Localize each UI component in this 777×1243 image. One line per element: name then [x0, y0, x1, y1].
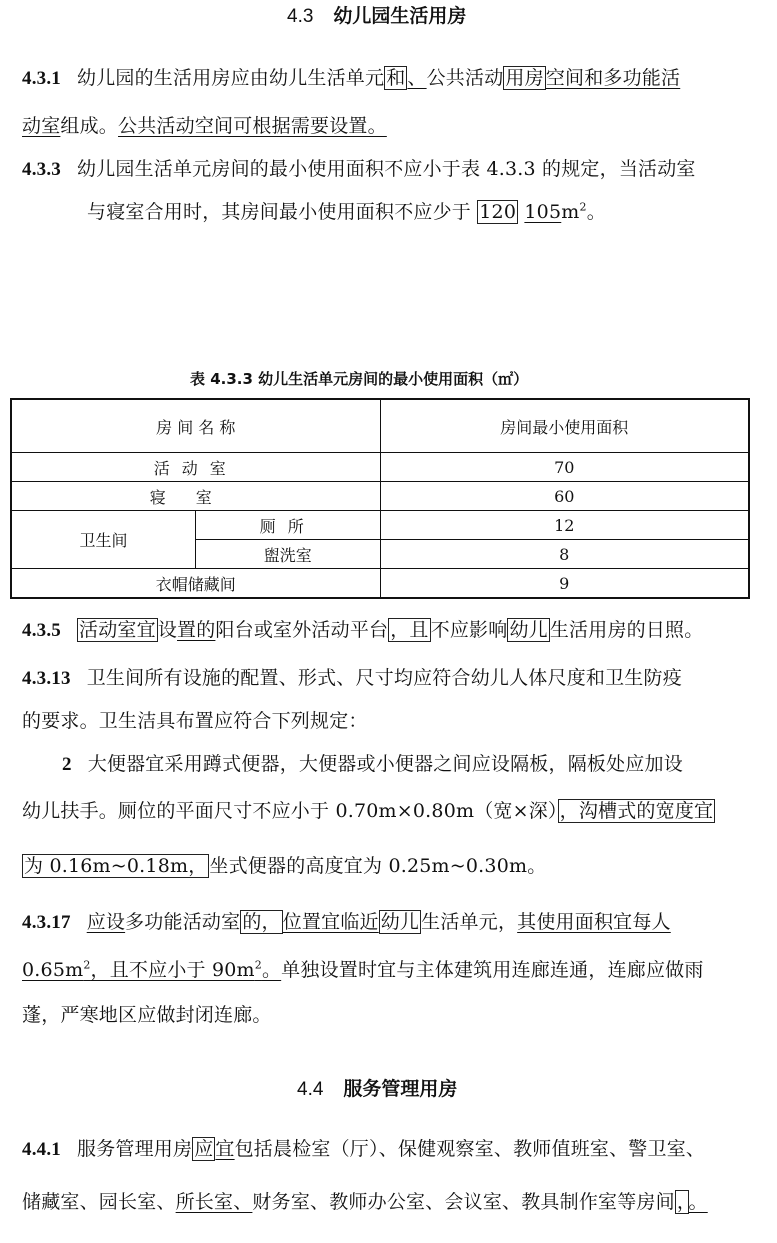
boxed-deletion: ，沟槽式的宽度宜: [559, 800, 714, 822]
underlined-insertion: 、: [407, 67, 427, 89]
clause-text: 阳台或室外活动平台: [215, 619, 389, 641]
boxed-deletion: 应: [194, 1138, 214, 1160]
clause-4-3-1-line2: [22, 112, 387, 140]
clause-4-3-5: [22, 616, 703, 645]
underlined-insertion: 105: [524, 201, 562, 223]
clause-text: 财务室、教师办公室、会议室、教具制作室等房间: [252, 1191, 675, 1213]
underlined-insertion: 其使用面积宜每人: [517, 911, 671, 933]
table-row: [11, 511, 749, 540]
clause-text: 不应影响: [430, 619, 508, 641]
item-text: 坐式便器的高度宜为 0.25m~0.30m。: [209, 855, 547, 877]
area-value: 0.65m: [22, 959, 84, 981]
item-2-line3: [22, 852, 546, 880]
clause-text: 卫生间所有设施的配置、形式、尺寸均应符合幼儿人体尺度和卫生防疫: [86, 667, 682, 689]
row-name: 衣帽储藏间: [11, 569, 380, 599]
clause-text: 生活单元，: [421, 911, 518, 933]
clause-4-4-1-line1: [22, 1135, 705, 1164]
boxed-deletion: 120: [479, 201, 517, 223]
unit-superscript: 2: [83, 958, 91, 972]
row-name: 厕所: [196, 511, 381, 540]
header-room-name: 房 间 名 称: [11, 399, 380, 453]
clause-number: 4.4.1: [22, 1139, 61, 1160]
clause-text: 单独设置时宜与主体建筑用连廊连通，连廊应做雨: [281, 959, 704, 981]
boxed-deletion: 和: [386, 67, 406, 89]
table-row: [11, 453, 749, 482]
underlined-insertion: 宜: [215, 1138, 235, 1160]
clause-number: 4.3.5: [22, 620, 61, 641]
item-number: 2: [62, 754, 72, 775]
boxed-deletion: 幼儿: [509, 619, 548, 641]
underlined-insertion: 空间和多功能活: [545, 67, 681, 89]
clause-text: 多功能活动室: [125, 911, 241, 933]
clause-text: 公共活动: [426, 67, 504, 89]
clause-4-3-17-line3: [22, 1001, 272, 1029]
boxed-deletion: 用房: [505, 67, 544, 89]
row-group-name: 卫生间: [11, 511, 196, 569]
unit-superscript: 2: [579, 200, 587, 214]
item-2-line2: [22, 797, 715, 825]
limit-text: ，且不应小于 90m: [90, 959, 255, 981]
row-name: 寝室: [11, 482, 380, 511]
clause-text: 生活用房的日照。: [549, 619, 704, 641]
row-value: 8: [380, 540, 749, 569]
underlined-insertion: 公共活动空间可根据需要设置。: [118, 115, 387, 137]
table-row: [11, 569, 749, 599]
clause-text: 的要求。卫生洁具布置应符合下列规定：: [22, 710, 368, 732]
clause-text: 储藏室、园长室、: [22, 1191, 176, 1213]
clause-text: 设: [157, 619, 178, 641]
clause-number: 4.3.1: [22, 68, 61, 89]
clause-text: 。: [586, 201, 606, 223]
row-value: 9: [380, 569, 749, 599]
clause-4-4-1-line2: [22, 1188, 708, 1216]
clause-text: 服务管理用房: [77, 1138, 193, 1160]
clause-4-3-3-line2: [87, 198, 606, 226]
unit-superscript: 2: [254, 958, 262, 972]
section-number: 4.3: [287, 6, 314, 27]
clause-text: 幼儿园生活单元房间的最小使用面积不应小于表 4.3.3 的规定，当活动室: [77, 158, 696, 180]
clause-4-3-17-line1: [22, 908, 671, 937]
clause-4-3-3-line1: [22, 155, 696, 184]
item-text: 大便器宜采用蹲式便器，大便器或小便器之间应设隔板，隔板处应加设: [87, 753, 683, 775]
underlined-insertion: 应设: [86, 911, 126, 933]
item-2-line1: [62, 750, 683, 779]
row-name: 活动室: [11, 453, 380, 482]
unit: m: [561, 201, 580, 223]
underlined-insertion: [22, 959, 281, 981]
boxed-deletion: ，且: [390, 619, 429, 641]
clause-number: 4.3.13: [22, 668, 71, 689]
period: 。: [261, 959, 282, 981]
header-min-area: 房间最小使用面积: [380, 399, 749, 453]
clause-number: 4.3.17: [22, 912, 71, 933]
clause-4-3-17-line2: [22, 956, 704, 984]
row-value: 12: [380, 511, 749, 540]
clause-text: 包括晨检室（厅）、保健观察室、教师值班室、警卫室、: [234, 1138, 706, 1160]
boxed-deletion: 幼儿: [380, 911, 420, 933]
clause-4-3-1-line1: [22, 64, 680, 93]
underlined-insertion: 动室: [22, 115, 61, 137]
boxed-deletion: 为 0.16m~0.18m，: [24, 855, 208, 877]
clause-text: 组成。: [60, 115, 119, 137]
row-value: 60: [380, 482, 749, 511]
clause-4-3-13-line2: [22, 707, 368, 735]
underlined-insertion: 置的: [177, 619, 216, 641]
clause-text: 幼儿园的生活用房应由幼儿生活单元: [77, 67, 385, 89]
boxed-deletion: ，: [676, 1191, 687, 1213]
clause-text: 蓬，严寒地区应做封闭连廊。: [22, 1004, 272, 1026]
row-name: 盥洗室: [196, 540, 381, 569]
boxed-deletion: 的，: [242, 911, 281, 933]
table-header-row: [11, 399, 749, 453]
section-heading-4-4: [297, 1075, 457, 1104]
section-title: 服务管理用房: [343, 1078, 458, 1100]
table-row: [11, 482, 749, 511]
row-value: 70: [380, 453, 749, 482]
section-number: 4.4: [297, 1079, 324, 1100]
clause-4-3-13-line1: [22, 664, 682, 693]
clause-text: 与寝室合用时，其房间最小使用面积不应少于: [87, 201, 472, 223]
underlined-insertion: 所长室、: [175, 1191, 253, 1213]
section-title: 幼儿园生活用房: [333, 5, 467, 27]
clause-number: 4.3.3: [22, 159, 61, 180]
section-heading-4-3: [287, 2, 466, 31]
min-area-table: [10, 398, 750, 599]
boxed-deletion: 活动室宜: [79, 619, 156, 641]
underlined-insertion: 。: [688, 1191, 708, 1213]
table-caption: 表 4.3.3 幼儿生活单元房间的最小使用面积（㎡）: [190, 370, 529, 388]
item-text: 幼儿扶手。厕位的平面尺寸不应小于 0.70m×0.80m（宽×深）: [22, 800, 558, 822]
underlined-insertion: 位置宜临近: [282, 911, 379, 933]
